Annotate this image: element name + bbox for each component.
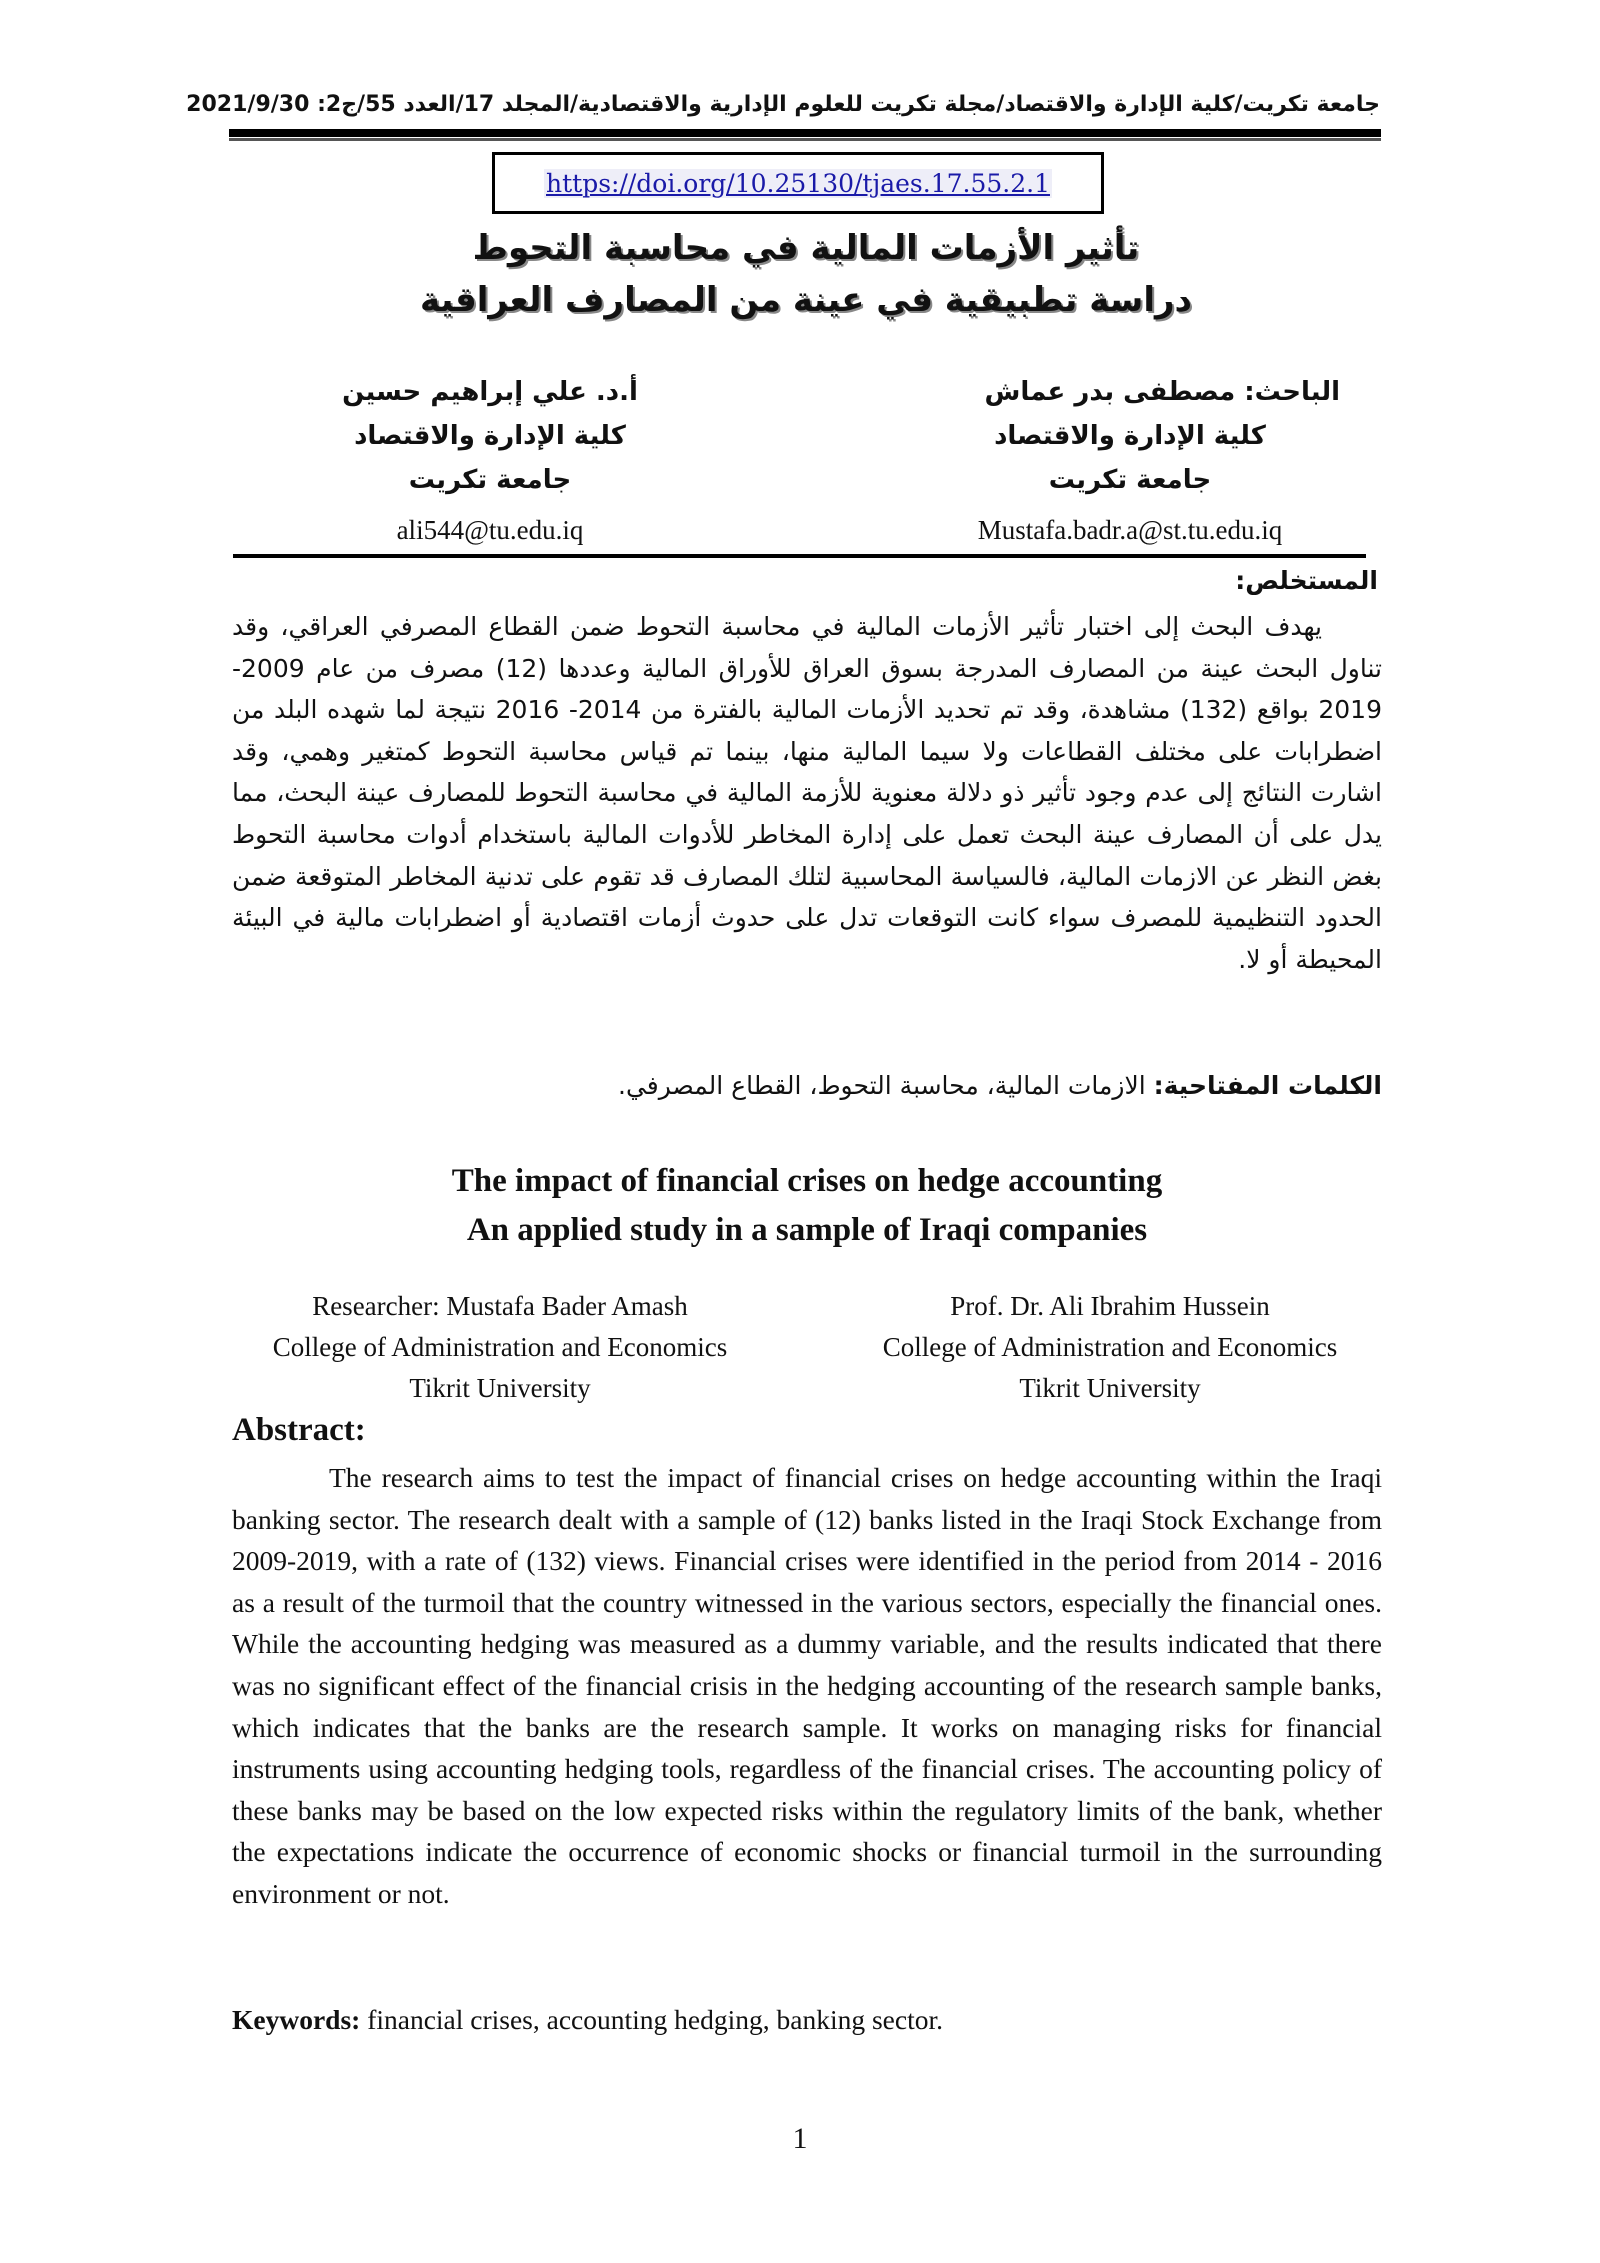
english-title-line-2: An applied study in a sample of Iraqi companies	[466, 1212, 1148, 1248]
author-email[interactable]: Mustafa.badr.a@st.tu.edu.iq	[977, 515, 1283, 545]
author-name: Prof. Dr. Ali Ibrahim Hussein	[950, 1291, 1270, 1321]
author-university: Tikrit University	[409, 1373, 591, 1403]
journal-running-head: جامعة تكريت/كلية الإدارة والاقتصاد/مجلة تكريت للعلوم الإدارية والاقتصادية/المجلد 17/العدد 55/ج2: 2021/9/30	[186, 92, 1380, 117]
header-rule-thick	[229, 129, 1381, 137]
author-college: College of Administration and Economics	[882, 1332, 1338, 1362]
author-university: جامعة تكريت	[408, 465, 572, 495]
english-author-professor	[830, 1286, 1390, 1409]
arabic-title-line-1: تأثير الأزمات المالية في محاسبة التحوط	[472, 228, 1140, 268]
author-college: كلية الإدارة والاقتصاد	[354, 421, 626, 451]
author-name: Researcher: Mustafa Bader Amash	[312, 1291, 688, 1321]
english-keywords-text: financial crises, accounting hedging, banking sector.	[360, 2004, 943, 2035]
doi-box	[492, 152, 1104, 214]
english-title-line-1: The impact of financial crises on hedge accounting	[451, 1163, 1163, 1199]
arabic-title-line-2: دراسة تطبيقية في عينة من المصارف العراقية	[419, 280, 1192, 320]
arabic-abstract-heading: المستخلص:	[1235, 566, 1378, 595]
arabic-author-researcher	[900, 370, 1360, 552]
header-rule-thin	[229, 138, 1381, 141]
arabic-abstract-body: يهدف البحث إلى اختبار تأثير الأزمات المالية في محاسبة التحوط ضمن القطاع المصرفي العراقي، وقد تناول البحث عينة من المصارف المدرجة بسوق العراق للأوراق المالية وعددها (12) مصرف من عام 2009-2019 بواقع (132) مشاهدة، وقد تم تحديد الأزمات المالية بالفترة من 2014- 2016 نتيجة لما شهده البلد من اضطرابات على مختلف القطاعات ولا سيما المالية منها، بينما تم قياس محاسبة التحوط كمتغير وهمي، وقد اشارت النتائج إلى عدم وجود تأثير ذو دلالة معنوية للأزمة المالية في محاسبة التحوط للمصارف عينة البحث، مما يدل على أن المصارف عينة البحث تعمل على إدارة المخاطر للأدوات المالية باستخدام أدوات محاسبة التحوط بغض النظر عن الازمات المالية، فالسياسة المحاسبية لتلك المصارف قد تقوم على تدنية المخاطر المتوقعة ضمن الحدود التنظيمية للمصرف سواء كانت التوقعات تدل على حدوث أزمات اقتصادية أو اضطرابات مالية في البيئة المحيطة أو لا.	[232, 612, 1382, 974]
english-keywords-label: Keywords:	[232, 2004, 361, 2035]
arabic-author-professor	[260, 370, 720, 552]
page-number: 1	[792, 2122, 808, 2155]
english-abstract-body: The research aims to test the impact of financial crises on hedge accounting within the Iraqi banking sector. The research dealt with a sample of (12) banks listed in the Iraqi Stock Exchange from 2009-2019, with a rate of (132) views. Financial crises were identified in the period from 2014 - 2016 as a result of the turmoil that the country witnessed in the various sectors, especially the financial ones. While the accounting hedging was measured as a dummy variable, and the results indicated that there was no significant effect of the financial crisis in the hedging accounting of the research sample banks, which indicates that the banks are the research sample. It works on managing risks for financial instruments using accounting hedging tools, regardless of the financial crises. The accounting policy of these banks may be based on the low expected risks within the regulatory limits of the bank, whether the expectations indicate the occurrence of economic shocks or financial turmoil in the surrounding environment or not.	[232, 1462, 1382, 1909]
english-abstract-heading: Abstract:	[232, 1412, 366, 1448]
author-name: الباحث: مصطفى بدر عماش	[984, 377, 1340, 407]
author-college: كلية الإدارة والاقتصاد	[994, 421, 1266, 451]
author-university: جامعة تكريت	[1048, 465, 1212, 495]
arabic-keywords	[232, 1066, 1382, 1106]
author-college: College of Administration and Economics	[272, 1332, 728, 1362]
english-author-researcher	[220, 1286, 780, 1409]
author-name: أ.د. علي إبراهيم حسين	[342, 377, 638, 407]
doi-link[interactable]: https://doi.org/10.25130/tjaes.17.55.2.1	[546, 168, 1050, 198]
author-university: Tikrit University	[1019, 1373, 1201, 1403]
arabic-keywords-text: الازمات المالية، محاسبة التحوط، القطاع المصرفي.	[618, 1071, 1146, 1100]
author-separator-rule	[233, 554, 1366, 558]
english-keywords	[232, 2000, 1382, 2040]
arabic-keywords-label: الكلمات المفتاحية:	[1153, 1071, 1382, 1100]
author-email[interactable]: ali544@tu.edu.iq	[396, 515, 584, 545]
